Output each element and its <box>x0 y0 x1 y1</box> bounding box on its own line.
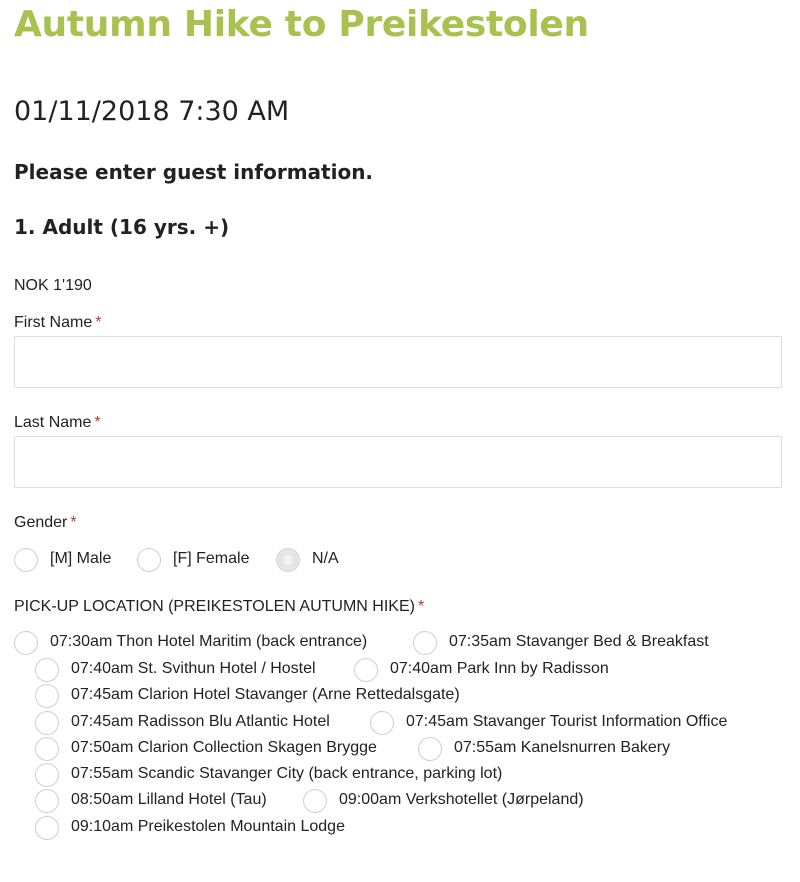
pickup-option-park-inn[interactable] <box>354 658 624 684</box>
radio-button[interactable] <box>35 737 59 761</box>
gender-option-label: N/A <box>312 550 339 567</box>
page-title: Autumn Hike to Preikestolen <box>14 4 589 45</box>
radio-button[interactable] <box>35 684 59 708</box>
first-name-label <box>14 314 101 332</box>
required-marker: * <box>417 598 425 615</box>
radio-button[interactable] <box>14 548 38 572</box>
pickup-option-label: 09:10am Preikestolen Mountain Lodge <box>71 818 345 835</box>
event-datetime: 01/11/2018 7:30 AM <box>14 96 290 127</box>
pickup-option-label: 07:40am Park Inn by Radisson <box>390 660 609 677</box>
pickup-option-st-svithun[interactable] <box>35 658 335 684</box>
pickup-option-verkshotellet[interactable] <box>303 789 608 815</box>
radio-button[interactable] <box>35 789 59 813</box>
first-name-input[interactable] <box>14 336 782 388</box>
radio-button[interactable] <box>35 763 59 787</box>
gender-option-na[interactable] <box>276 548 346 574</box>
pickup-option-label: 07:55am Scandic Stavanger City (back entrance, parking lot) <box>71 765 503 782</box>
radio-button[interactable] <box>14 631 38 655</box>
gender-option-label: [F] Female <box>173 550 250 567</box>
pickup-option-label: 07:55am Kanelsnurren Bakery <box>454 739 671 756</box>
pickup-option-mountain-lodge[interactable] <box>35 816 370 842</box>
gender-label <box>14 514 77 532</box>
gender-label-text: Gender <box>14 514 68 531</box>
pickup-option-label: 07:40am St. Svithun Hotel / Hostel <box>71 660 316 677</box>
radio-button[interactable] <box>137 548 161 572</box>
pickup-option-scandic-city[interactable] <box>35 763 535 789</box>
pickup-option-clarion-stavanger[interactable] <box>35 684 485 710</box>
radio-button[interactable] <box>35 711 59 735</box>
pickup-option-radisson-blu[interactable] <box>35 711 355 737</box>
radio-button[interactable] <box>35 816 59 840</box>
gender-option-label: [M] Male <box>50 550 112 567</box>
guest-info-prompt: Please enter guest information. <box>14 160 374 184</box>
pickup-option-label: 07:45am Clarion Hotel Stavanger (Arne Rettedalsgate) <box>71 686 460 703</box>
radio-button[interactable] <box>413 631 437 655</box>
pickup-option-label: 07:50am Clarion Collection Skagen Brygge <box>71 739 377 756</box>
pickup-option-tourist-office[interactable] <box>370 711 758 737</box>
pickup-option-skagen-brygge[interactable] <box>35 737 400 763</box>
radio-button[interactable] <box>354 658 378 682</box>
radio-button-selected[interactable] <box>276 548 300 572</box>
last-name-input[interactable] <box>14 436 782 488</box>
pickup-option-label: 07:35am Stavanger Bed & Breakfast <box>449 633 709 650</box>
pickup-option-label: 09:00am Verkshotellet (Jørpeland) <box>339 791 584 808</box>
radio-button[interactable] <box>35 658 59 682</box>
pickup-option-lilland-hotel[interactable] <box>35 789 285 815</box>
pickup-option-thon-maritim[interactable] <box>14 631 399 657</box>
pickup-option-label: 07:45am Radisson Blu Atlantic Hotel <box>71 713 330 730</box>
last-name-label-text: Last Name <box>14 414 92 431</box>
radio-button[interactable] <box>370 711 394 735</box>
pickup-option-label: 07:30am Thon Hotel Maritim (back entrance) <box>50 633 368 650</box>
radio-button[interactable] <box>303 789 327 813</box>
pickup-option-stavanger-bnb[interactable] <box>413 631 723 657</box>
first-name-label-text: First Name <box>14 314 93 331</box>
required-marker: * <box>95 314 102 331</box>
ticket-price: NOK 1'190 <box>14 277 92 294</box>
guest-heading: 1. Adult (16 yrs. +) <box>14 215 230 239</box>
pickup-location-label <box>14 598 424 616</box>
gender-option-female[interactable] <box>137 548 257 574</box>
required-marker: * <box>94 414 101 431</box>
radio-button[interactable] <box>418 737 442 761</box>
required-marker: * <box>70 514 77 531</box>
pickup-option-label: 07:45am Stavanger Tourist Information Office <box>406 713 728 730</box>
pickup-option-kanelsnurren[interactable] <box>418 737 688 763</box>
last-name-label <box>14 414 101 432</box>
gender-option-male[interactable] <box>14 548 124 574</box>
pickup-location-label-text: PICK-UP LOCATION (PREIKESTOLEN AUTUMN HIKE) <box>14 598 415 615</box>
pickup-option-label: 08:50am Lilland Hotel (Tau) <box>71 791 267 808</box>
